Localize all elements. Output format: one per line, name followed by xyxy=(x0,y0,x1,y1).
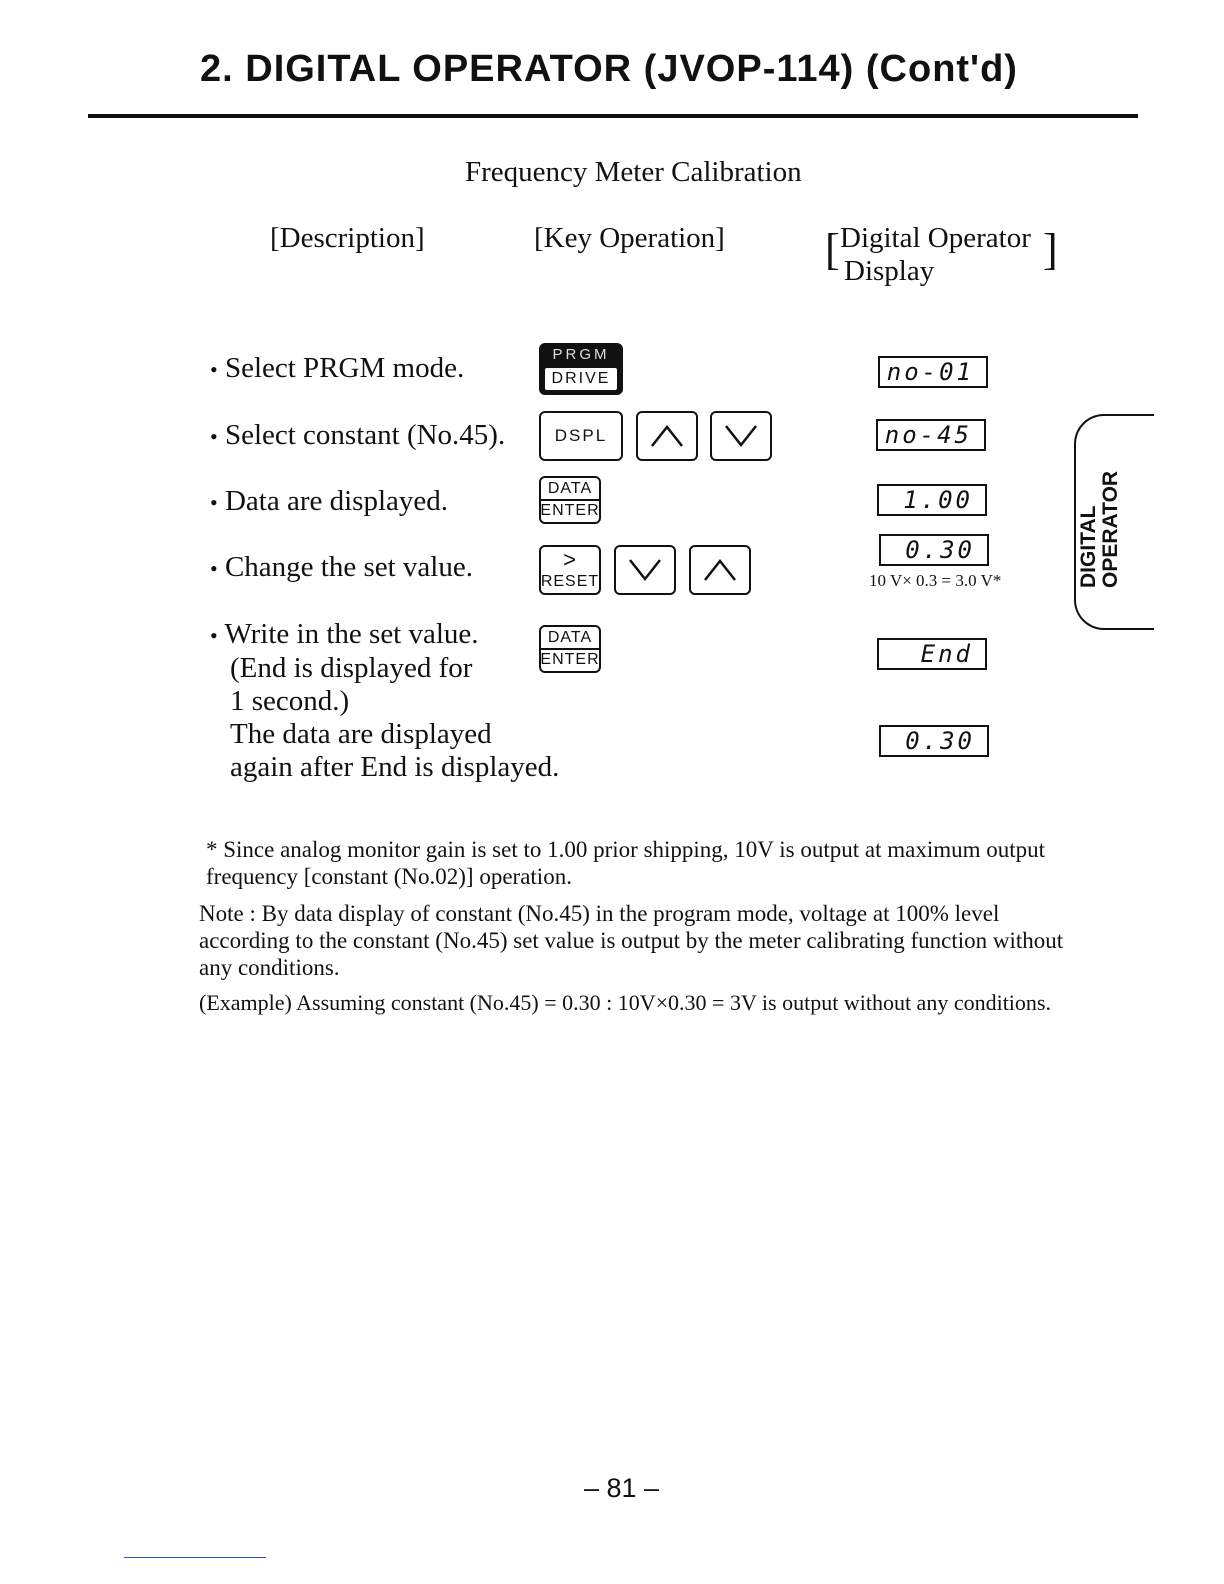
column-header-description: [Description] xyxy=(270,222,425,254)
display-1-00: 1.00 xyxy=(877,484,987,516)
data-label: DATA xyxy=(541,479,599,501)
drive-label: DRIVE xyxy=(543,366,619,392)
down-key-2[interactable] xyxy=(614,545,676,595)
up-arrow-icon xyxy=(702,557,738,583)
down-key[interactable] xyxy=(710,411,772,461)
step-data-displayed: • Data are displayed. xyxy=(210,485,448,517)
footnote: * Since analog monitor gain is set to 1.00 prior shipping, 10V is output at maximum output frequency [constant (No.02)] operation. xyxy=(206,837,1046,889)
display-no-45: no-45 xyxy=(876,419,986,451)
step-text: Select PRGM mode. xyxy=(224,352,465,384)
prgm-label: PRGM xyxy=(552,346,610,363)
display-0-30: 0.30 xyxy=(879,534,989,566)
step-change-value: • Change the set value. xyxy=(210,551,473,583)
example-paragraph: (Example) Assuming constant (No.45) = 0.30 : 10V×0.30 = 3V is output without any conditions. xyxy=(199,990,1051,1015)
step-text: Change the set value. xyxy=(224,551,473,583)
down-arrow-icon xyxy=(723,423,759,449)
step-select-prgm: • Select PRGM mode. xyxy=(210,352,465,384)
reset-key[interactable] xyxy=(539,545,601,595)
step-text: Data are displayed. xyxy=(224,485,448,517)
note-paragraph: Note : By data display of constant (No.45) in the program mode, voltage at 100% level according to the constant (No.45) set value is output by the meter calibrating function without any conditions. xyxy=(199,901,1064,980)
display-header-line2: Display xyxy=(844,255,935,287)
side-tab-line2: OPERATOR xyxy=(1099,470,1122,588)
step-text: Select constant (No.45). xyxy=(224,419,506,451)
shift-arrow-icon: > xyxy=(563,547,577,572)
enter-label: ENTER xyxy=(540,502,600,519)
data-enter-key-2[interactable] xyxy=(539,625,601,673)
step-write-value: • Write in the set value. (End is displayed for 1 second.) The data are displayed again after End is displayed. xyxy=(210,618,560,783)
display-end: End xyxy=(877,638,987,670)
section-title: Frequency Meter Calibration xyxy=(465,156,802,188)
left-bracket: [ xyxy=(825,225,840,274)
enter-label: ENTER xyxy=(540,651,600,668)
side-tab-line1: DIGITAL xyxy=(1077,505,1100,588)
calculation-formula: 10 V× 0.3 = 3.0 V* xyxy=(869,571,1002,590)
data-label: DATA xyxy=(541,628,599,650)
side-tab-label xyxy=(1078,471,1122,588)
prgm-drive-key[interactable] xyxy=(539,343,623,395)
column-header-key-operation: [Key Operation] xyxy=(534,222,725,254)
step-select-constant: • Select constant (No.45). xyxy=(210,419,506,451)
up-arrow-icon xyxy=(649,423,685,449)
reset-label: RESET xyxy=(540,573,600,590)
display-0-30-again: 0.30 xyxy=(879,725,989,757)
display-header-line1: Digital Operator xyxy=(840,222,1031,254)
display-no-01: no-01 xyxy=(878,356,988,388)
up-key-2[interactable] xyxy=(689,545,751,595)
title-rule xyxy=(88,114,1138,118)
down-arrow-icon xyxy=(627,557,663,583)
bottom-link-line xyxy=(124,1557,266,1558)
page-number: – 81 – xyxy=(584,1473,660,1503)
page-title: 2. DIGITAL OPERATOR (JVOP-114) (Cont'd) xyxy=(200,48,1018,90)
dspl-key[interactable]: DSPL xyxy=(539,411,623,461)
data-enter-key[interactable] xyxy=(539,476,601,524)
right-bracket: ] xyxy=(1043,225,1058,274)
up-key[interactable] xyxy=(636,411,698,461)
